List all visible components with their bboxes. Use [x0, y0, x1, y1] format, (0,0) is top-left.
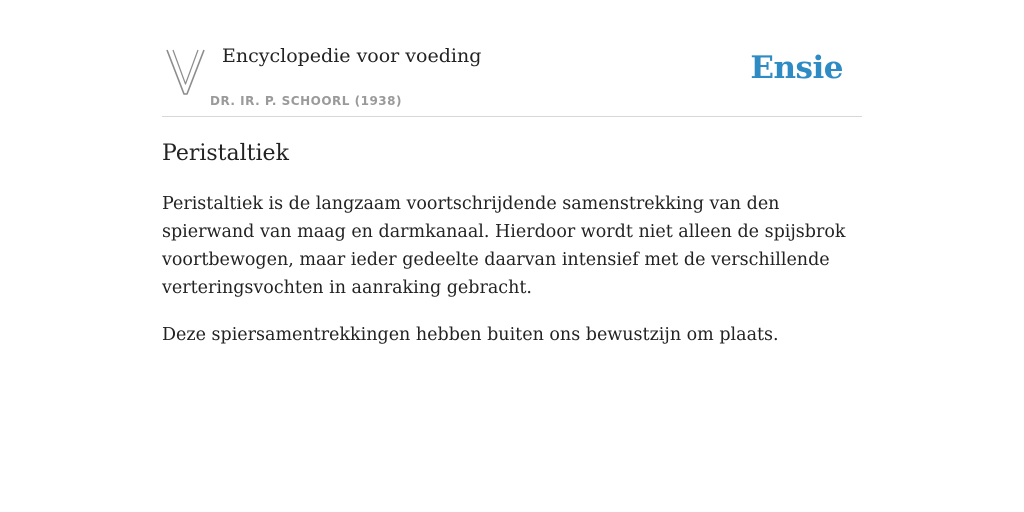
article-title: Peristaltiek: [162, 141, 289, 166]
article-paragraph: Deze spiersamentrekkingen hebben buiten ons bewustzijn om plaats.: [162, 325, 779, 345]
article-paragraph: Peristaltiek is de langzaam voortschrijdende samenstrekking van den spierwand van maag en darmkanaal. Hierdoor wordt niet alleen de spijsbrok voortbewogen, maar ieder gedeelte daarvan intensief met de verschillende verteringsvochten in aanraking gebracht.: [162, 194, 846, 298]
book-title[interactable]: Encyclopedie voor voeding: [222, 45, 482, 67]
v-logo-icon[interactable]: [164, 48, 208, 96]
article-body: [162, 190, 862, 349]
brand-logo-link[interactable]: Ensie: [750, 50, 843, 86]
book-author: DR. IR. P. SCHOORL (1938): [210, 94, 402, 108]
header: [162, 40, 862, 117]
article: [162, 138, 862, 349]
